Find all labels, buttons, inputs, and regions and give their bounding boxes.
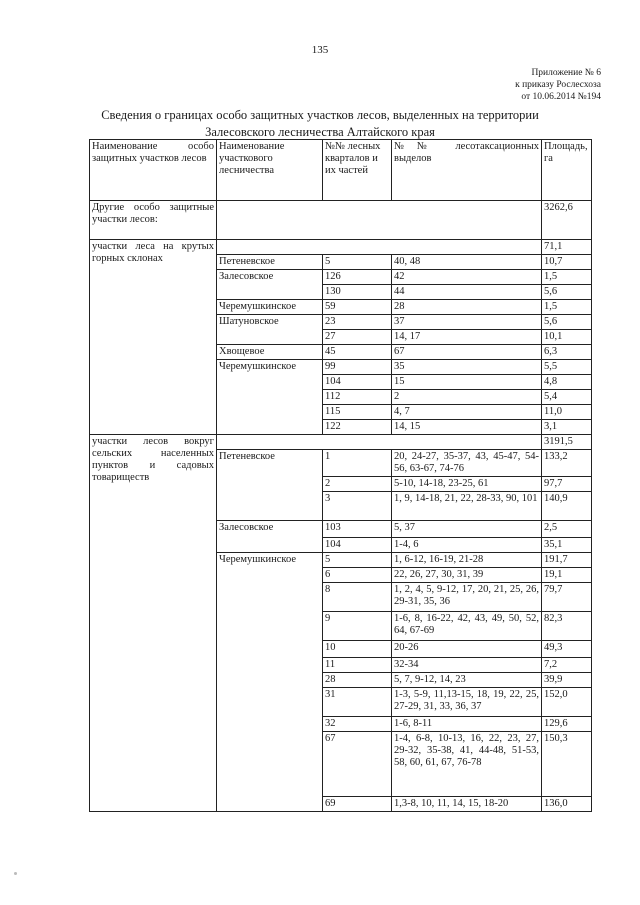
plots-cell: 37 — [392, 315, 542, 330]
section-settlements-area: 3191,5 — [542, 435, 592, 450]
plots-cell: 14, 15 — [392, 420, 542, 435]
area-cell: 82,3 — [542, 612, 592, 641]
header-forestry: Наименование участкового лесничества — [217, 140, 323, 201]
area-cell: 97,7 — [542, 477, 592, 492]
appendix-line-3: от 10.06.2014 №194 — [521, 92, 601, 102]
area-cell: 10,7 — [542, 255, 592, 270]
plots-cell: 1-4, 6 — [392, 538, 542, 553]
header-plots: №№ лесотаксационных выделов — [392, 140, 542, 201]
plots-cell: 1, 6-12, 16-19, 21-28 — [392, 553, 542, 568]
area-cell: 19,1 — [542, 568, 592, 583]
plots-cell: 5-10, 14-18, 23-25, 61 — [392, 477, 542, 492]
forestry-name: Черемушкинское — [217, 360, 323, 435]
header-area: Площадь, га — [542, 140, 592, 201]
quarter-cell: 104 — [323, 375, 392, 390]
plots-cell: 44 — [392, 285, 542, 300]
forestry-name: Шатуновское — [217, 315, 323, 345]
quarter-cell: 103 — [323, 521, 392, 538]
forestry-name: Хвощевое — [217, 345, 323, 360]
quarter-cell: 5 — [323, 553, 392, 568]
quarter-cell: 1 — [323, 450, 392, 477]
area-cell: 79,7 — [542, 583, 592, 612]
quarter-cell: 115 — [323, 405, 392, 420]
forestry-name: Черемушкинское — [217, 553, 323, 812]
plots-cell: 20-26 — [392, 641, 542, 658]
quarter-cell: 69 — [323, 797, 392, 812]
quarter-cell: 99 — [323, 360, 392, 375]
plots-cell: 35 — [392, 360, 542, 375]
area-cell: 150,3 — [542, 732, 592, 797]
plots-cell: 4, 7 — [392, 405, 542, 420]
quarter-cell: 2 — [323, 477, 392, 492]
quarter-cell: 112 — [323, 390, 392, 405]
area-cell: 11,0 — [542, 405, 592, 420]
area-cell: 136,0 — [542, 797, 592, 812]
area-cell: 5,6 — [542, 315, 592, 330]
area-cell: 39,9 — [542, 673, 592, 688]
quarter-cell: 104 — [323, 538, 392, 553]
quarter-cell: 122 — [323, 420, 392, 435]
quarter-cell: 3 — [323, 492, 392, 521]
quarter-cell: 11 — [323, 658, 392, 673]
document-subtitle: Залесовского лесничества Алтайского края — [205, 125, 435, 139]
area-cell: 49,3 — [542, 641, 592, 658]
table-row — [90, 201, 592, 240]
area-cell: 4,8 — [542, 375, 592, 390]
quarter-cell: 28 — [323, 673, 392, 688]
plots-cell: 20, 24-27, 35-37, 43, 45-47, 54-56, 63-67, 74-76 — [392, 450, 542, 477]
area-cell: 7,2 — [542, 658, 592, 673]
area-cell: 5,4 — [542, 390, 592, 405]
quarter-cell: 10 — [323, 641, 392, 658]
plots-cell: 15 — [392, 375, 542, 390]
plots-cell: 32-34 — [392, 658, 542, 673]
document-title: Сведения о границах особо защитных участков лесов, выделенных на территории — [101, 108, 539, 122]
plots-cell: 67 — [392, 345, 542, 360]
plots-cell: 1, 9, 14-18, 21, 22, 28-33, 90, 101 — [392, 492, 542, 521]
quarter-cell: 31 — [323, 688, 392, 717]
area-cell: 191,7 — [542, 553, 592, 568]
quarter-cell: 6 — [323, 568, 392, 583]
table-row — [90, 240, 592, 255]
plots-cell: 22, 26, 27, 30, 31, 39 — [392, 568, 542, 583]
plots-cell: 5, 7, 9-12, 14, 23 — [392, 673, 542, 688]
area-cell: 35,1 — [542, 538, 592, 553]
plots-cell: 5, 37 — [392, 521, 542, 538]
area-cell: 5,6 — [542, 285, 592, 300]
scan-speck — [14, 872, 17, 875]
area-cell: 133,2 — [542, 450, 592, 477]
plots-cell: 1-3, 5-9, 11,13-15, 18, 19, 22, 25, 27-29, 31, 33, 36, 37 — [392, 688, 542, 717]
quarter-cell: 8 — [323, 583, 392, 612]
area-cell: 1,5 — [542, 270, 592, 285]
area-cell: 6,3 — [542, 345, 592, 360]
appendix-line-2: к приказу Рослесхоза — [515, 80, 601, 90]
page-number: 135 — [311, 44, 329, 56]
section-settlements-name: участки лесов вокруг сельских населенных пунктов и садовых товариществ — [90, 435, 217, 812]
appendix-reference — [515, 67, 601, 103]
table-row — [90, 435, 592, 450]
table-header-row — [90, 140, 592, 201]
quarter-cell: 126 — [323, 270, 392, 285]
area-cell: 140,9 — [542, 492, 592, 521]
quarter-cell: 27 — [323, 330, 392, 345]
section-other-area: 3262,6 — [542, 201, 592, 240]
plots-cell: 42 — [392, 270, 542, 285]
forestry-name: Петеневское — [217, 450, 323, 521]
header-area-name: Наименование особо защитных участков лесов — [90, 140, 217, 201]
plots-cell: 28 — [392, 300, 542, 315]
quarter-cell: 130 — [323, 285, 392, 300]
area-cell: 10,1 — [542, 330, 592, 345]
header-quarters: №№ лесных кварталов и их частей — [323, 140, 392, 201]
forestry-name: Залесовское — [217, 270, 323, 300]
quarter-cell: 32 — [323, 717, 392, 732]
area-cell: 152,0 — [542, 688, 592, 717]
area-cell: 5,5 — [542, 360, 592, 375]
appendix-line-1: Приложение № 6 — [531, 68, 601, 78]
quarter-cell: 9 — [323, 612, 392, 641]
quarter-cell: 5 — [323, 255, 392, 270]
plots-cell: 1-6, 8, 16-22, 42, 43, 49, 50, 52, 64, 67-69 — [392, 612, 542, 641]
section-slopes-name: участки леса на крутых горных склонах — [90, 240, 217, 435]
plots-cell: 1, 2, 4, 5, 9-12, 17, 20, 21, 25, 26, 29-31, 35, 36 — [392, 583, 542, 612]
forestry-name: Петеневское — [217, 255, 323, 270]
area-cell: 129,6 — [542, 717, 592, 732]
protected-areas-table — [89, 139, 592, 812]
plots-cell: 40, 48 — [392, 255, 542, 270]
quarter-cell: 45 — [323, 345, 392, 360]
section-slopes-area: 71,1 — [542, 240, 592, 255]
area-cell: 2,5 — [542, 521, 592, 538]
quarter-cell: 67 — [323, 732, 392, 797]
section-other-name: Другие особо защитные участки лесов: — [90, 201, 217, 240]
plots-cell: 2 — [392, 390, 542, 405]
quarter-cell: 23 — [323, 315, 392, 330]
area-cell: 3,1 — [542, 420, 592, 435]
plots-cell: 1-4, 6-8, 10-13, 16, 22, 23, 27, 29-32, 35-38, 41, 44-48, 51-53, 58, 60, 61, 67, 76-78 — [392, 732, 542, 797]
area-cell: 1,5 — [542, 300, 592, 315]
forestry-name: Залесовское — [217, 521, 323, 553]
plots-cell: 14, 17 — [392, 330, 542, 345]
quarter-cell: 59 — [323, 300, 392, 315]
plots-cell: 1-6, 8-11 — [392, 717, 542, 732]
forestry-name: Черемушкинское — [217, 300, 323, 315]
plots-cell: 1,3-8, 10, 11, 14, 15, 18-20 — [392, 797, 542, 812]
